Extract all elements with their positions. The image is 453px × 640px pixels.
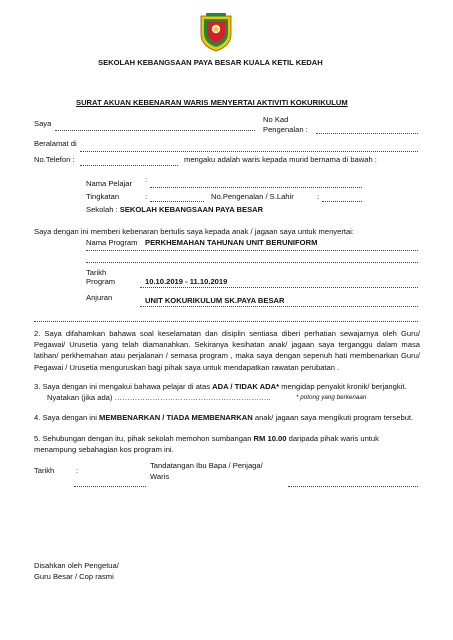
nama-pelajar-field[interactable] bbox=[150, 187, 362, 188]
clause-3 bbox=[34, 382, 407, 391]
school-name: SEKOLAH KEBANGSAAN PAYA BESAR KUALA KETIL KEDAH bbox=[98, 58, 323, 67]
disahkan-line1: Disahkan oleh Pengetua/ bbox=[34, 561, 119, 570]
beralamat-label: Beralamat di bbox=[34, 139, 77, 148]
tandatangan-label-line1: Tandatangan Ibu Bapa / Penjaga/ bbox=[150, 461, 263, 470]
clause-3-text-a: 3. Saya dengan ini mengakui bahawa pelajar di atas bbox=[34, 382, 213, 391]
tarikh-program-label-line2: Program bbox=[86, 277, 116, 286]
clause-2: 2. Saya difahamkan bahawa soal keselamatan dan disiplin sentiasa diberi perhatian sewajarnya oleh Guru/ Pegawai/ Urusetia yang telah diamanahkan. Sekiranya kesihatan anak/ jagaan saya terganggu dalam masa latihan/ perkhemahan atau perjalanan / semasa program , maka saya dengan sepenuh hati membenarkan Guru/ Pegawai / Urusetia menguruskan bagi pihak saya untuk mendapatkan rawatan perubatan . bbox=[34, 329, 420, 372]
program-line-2[interactable] bbox=[86, 262, 418, 263]
anjuran-label: Anjuran bbox=[86, 293, 113, 302]
signature-field[interactable] bbox=[288, 486, 418, 487]
clause-4-text-a: 4. Saya dengan ini bbox=[34, 413, 100, 422]
nokad-label-line2: Pengenalan : bbox=[263, 125, 308, 134]
clause-4-text-c: anak/ jagaan saya mengikuti program tersebut. bbox=[252, 413, 414, 422]
tingkatan-label: Tingkatan bbox=[86, 192, 120, 201]
tarikh-colon: : bbox=[76, 466, 79, 475]
nokad-field[interactable] bbox=[316, 133, 418, 134]
saya-name-field[interactable] bbox=[55, 130, 255, 131]
clause-4 bbox=[34, 413, 420, 424]
nama-program-value: PERKHEMAHAN TAHUNAN UNIT BERUNIFORM bbox=[145, 238, 318, 247]
nama-pelajar-colon: : bbox=[145, 175, 148, 184]
saya-label: Saya bbox=[34, 119, 52, 128]
clause-5-text-c: daripada pihak waris untuk menampung sebahagian kos program ini. bbox=[34, 434, 379, 454]
sekolah-value: SEKOLAH KEBANGSAAN PAYA BESAR bbox=[119, 205, 264, 214]
phone-field[interactable] bbox=[80, 165, 178, 166]
clause-5-text-a: 5. Sehubungan dengan itu, pihak sekolah memohon sumbangan bbox=[34, 434, 254, 443]
tingkatan-colon: : bbox=[145, 192, 148, 201]
address-field[interactable] bbox=[80, 151, 418, 152]
sekolah-label: Sekolah : bbox=[86, 205, 120, 214]
tandatangan-label-line2: Waris bbox=[150, 472, 170, 481]
sekolah-row bbox=[86, 205, 263, 214]
clause-3-text-c: mengidap penyakit kronik/ berjangkit. bbox=[279, 382, 407, 391]
tingkatan-field[interactable] bbox=[150, 201, 204, 202]
tarikh-line[interactable] bbox=[140, 287, 418, 288]
clause-3-nyatakan[interactable]: Nyatakan (jika ada) …………………………………………………….. bbox=[47, 393, 271, 402]
clause-5 bbox=[34, 434, 420, 455]
clause-4-option[interactable]: MEMBENARKAN / TIADA MEMBENARKAN bbox=[99, 413, 253, 422]
mengaku-text: mengaku adalah waris kepada murid bernama di bawah : bbox=[184, 155, 377, 164]
tarikh-sign-field[interactable] bbox=[74, 486, 146, 487]
notelefon-label: No.Telefon : bbox=[34, 155, 75, 164]
clause-3-ada-option[interactable]: ADA / TIDAK ADA* bbox=[212, 382, 280, 391]
anjuran-line[interactable] bbox=[140, 306, 418, 307]
nokad-label-line1: No Kad bbox=[263, 115, 289, 124]
program-line-1[interactable] bbox=[86, 250, 418, 251]
clause-3-note: * potong yang berkenaan bbox=[296, 394, 367, 401]
nama-program-label: Nama Program bbox=[86, 238, 138, 247]
tarikh-label: Tarikh bbox=[34, 466, 55, 475]
separator-line bbox=[34, 321, 418, 322]
tarikh-program-label-line1: Tarikh bbox=[86, 268, 107, 277]
school-crest-logo bbox=[198, 12, 234, 52]
clause-5-amount: RM 10.00 bbox=[253, 434, 287, 443]
tarikh-program-value: 10.10.2019 - 11.10.2019 bbox=[145, 277, 228, 286]
no-pengenalan-colon: : bbox=[317, 192, 320, 201]
disahkan-line2: Guru Besar / Cop rasmi bbox=[34, 572, 114, 581]
program-intro: Saya dengan ini memberi kebenaran bertulis saya kepada anak / jagaan saya untuk menyertai: bbox=[34, 227, 354, 236]
form-title: SURAT AKUAN KEBENARAN WARIS MENYERTAI AKTIVITI KOKURIKULUM bbox=[76, 98, 348, 107]
anjuran-value: UNIT KOKURIKULUM SK.PAYA BESAR bbox=[145, 296, 285, 305]
nama-pelajar-label: Nama Pelajar bbox=[86, 179, 133, 188]
no-pengenalan-field[interactable] bbox=[322, 201, 362, 202]
no-pengenalan-label: No.Pengenalan / S.Lahir bbox=[211, 192, 294, 201]
